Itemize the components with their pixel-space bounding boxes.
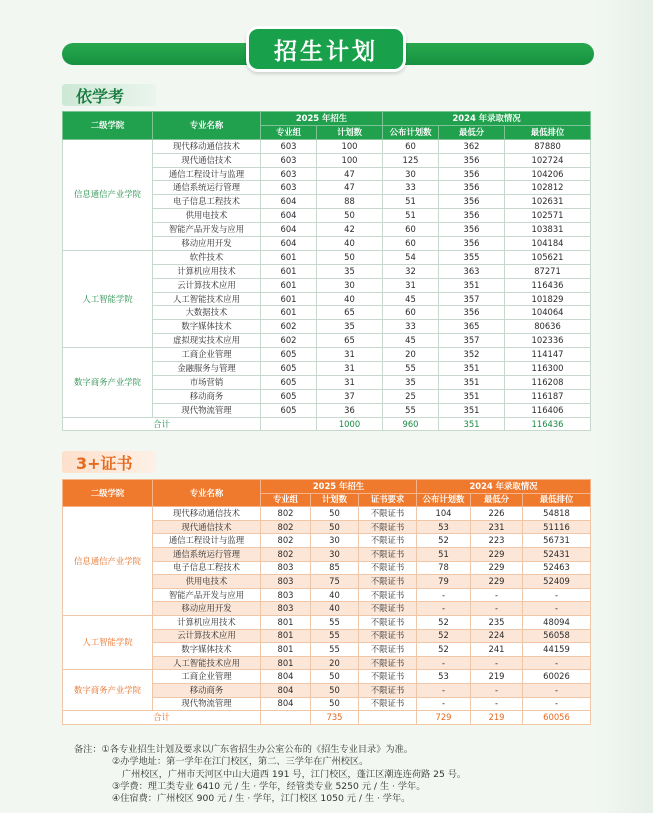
note-line: ③学费：理工类专业 6410 元 / 生 · 学年，经管类专业 5250 元 / 生 · 学年。 [112,780,426,792]
table-cell: 231 [471,520,523,534]
table-cell: 31 [317,348,383,362]
table-cell: 357 [439,292,505,306]
table-cell: 48094 [523,615,591,629]
table-cell: 241 [471,643,523,657]
major-name: 数字媒体技术 [153,643,261,657]
table-cell: 35 [317,320,383,334]
table-cell: 114147 [505,348,591,362]
total-cell: 合计 [63,711,261,725]
table-cell: 56058 [523,629,591,643]
section-label-certificate: 3+证书 [62,451,156,473]
table-cell: 50 [311,507,359,521]
total-cell: 219 [471,711,523,725]
table-cell: 604 [261,237,317,251]
total-cell: 735 [311,711,359,725]
total-row [63,417,591,431]
table-cell: 50 [311,670,359,684]
table-cell: 101829 [505,292,591,306]
header-min-score: 最低分 [471,493,523,507]
table-cell: 不限证书 [359,575,417,589]
table-cell: 363 [439,264,505,278]
table-cell: 104 [417,507,471,521]
table-cell: 804 [261,670,311,684]
table-cell: - [471,697,523,711]
table-cell: 356 [439,195,505,209]
header-min-rank: 最低排位 [505,125,591,139]
table-cell: 803 [261,561,311,575]
table-cell: 40 [317,237,383,251]
college-name: 人工智能学院 [63,615,153,669]
table-cell: 50 [317,250,383,264]
table-cell: 60 [383,237,439,251]
table-cell: - [523,656,591,670]
table-cell: 803 [261,588,311,602]
table-cell: 351 [439,362,505,376]
total-cell [261,711,311,725]
table-cell: 356 [439,167,505,181]
note-line: 广州校区，广州市天河区中山大道西 191 号，江门校区，蓬江区潮连连荷路 25 号。 [122,768,467,780]
table-cell: 75 [311,575,359,589]
table-cell: 102571 [505,209,591,223]
table-cell: 356 [439,153,505,167]
table-cell: 229 [471,547,523,561]
major-name: 云计算技术应用 [153,629,261,643]
table-cell: 52 [417,643,471,657]
major-name: 数字媒体技术 [153,320,261,334]
table-cell: 116187 [505,389,591,403]
table-cell: 103831 [505,223,591,237]
total-cell: 960 [383,417,439,431]
college-name: 人工智能学院 [63,250,153,347]
table-cell: 65 [317,334,383,348]
table-cell: 45 [383,292,439,306]
table-cell: 51 [383,209,439,223]
table-row [63,139,591,153]
header-2024: 2024 年录取情况 [417,480,591,494]
table-cell: 801 [261,643,311,657]
table-cell: 603 [261,167,317,181]
table-cell: - [523,602,591,616]
table-cell: 102812 [505,181,591,195]
header-min-rank: 最低排位 [523,493,591,507]
table-cell: 605 [261,348,317,362]
table-cell: 226 [471,507,523,521]
table-cell: 601 [261,292,317,306]
table-cell: 351 [439,278,505,292]
table-cell: 55 [311,643,359,657]
table-cell: 31 [383,278,439,292]
table-cell: 79 [417,575,471,589]
note-line: ②办学地址：第一学年在江门校区，第二、三学年在广州校区。 [112,756,369,768]
major-name: 通信工程设计与监理 [153,167,261,181]
header-2025: 2025 年招生 [261,112,383,126]
major-name: 大数据技术 [153,306,261,320]
table-cell: 30 [317,278,383,292]
table-cell: 44159 [523,643,591,657]
table-row [63,250,591,264]
table-cell: - [471,588,523,602]
table-cell: 601 [261,250,317,264]
table-cell: 104064 [505,306,591,320]
table-cell: 356 [439,181,505,195]
table-cell: 不限证书 [359,697,417,711]
major-name: 市场营销 [153,375,261,389]
table-cell: - [417,683,471,697]
header-major: 专业名称 [153,112,261,140]
table-cell: 116208 [505,375,591,389]
table-cell: 50 [311,520,359,534]
table-row [63,615,591,629]
table-cell: 25 [383,389,439,403]
table-cell: 102724 [505,153,591,167]
table-cell: 52431 [523,547,591,561]
table-cell: 42 [317,223,383,237]
table-cell: 53 [417,520,471,534]
table-cell: 60 [383,306,439,320]
major-name: 人工智能技术应用 [153,292,261,306]
table-cell: 104184 [505,237,591,251]
table-cell: 不限证书 [359,643,417,657]
table-cell: 50 [311,697,359,711]
table-cell: 54818 [523,507,591,521]
major-name: 虚拟现实技术应用 [153,334,261,348]
table-cell: 605 [261,375,317,389]
table-cell: 47 [317,181,383,195]
table-cell: 56731 [523,534,591,548]
table-cell: 605 [261,403,317,417]
major-name: 计算机应用技术 [153,615,261,629]
table-cell: 52409 [523,575,591,589]
table-cell: 54 [383,250,439,264]
table-cell: - [417,602,471,616]
table-cell: 602 [261,334,317,348]
table-cell: 219 [471,670,523,684]
college-name: 数字商务产业学院 [63,348,153,417]
table-cell: 125 [383,153,439,167]
table-cell: 356 [439,209,505,223]
table-cell: 601 [261,306,317,320]
table-cell: 55 [311,629,359,643]
major-name: 现代通信技术 [153,520,261,534]
total-cell: 合计 [63,417,261,431]
major-name: 移动商务 [153,389,261,403]
table-cell: 802 [261,534,311,548]
table-cell: 601 [261,264,317,278]
table-cell: 351 [439,375,505,389]
table-cell: 224 [471,629,523,643]
table-cell: 40 [311,588,359,602]
table-cell: 31 [317,362,383,376]
college-name: 数字商务产业学院 [63,670,153,711]
table-cell: 801 [261,615,311,629]
table-cell: 356 [439,237,505,251]
table-cell: 不限证书 [359,602,417,616]
table-cell: 100 [317,139,383,153]
table-cell: 51116 [523,520,591,534]
major-name: 现代物流管理 [153,697,261,711]
table-cell: 37 [317,389,383,403]
major-name: 电子信息工程技术 [153,561,261,575]
table-cell: 51 [383,195,439,209]
major-name: 智能产品开发与应用 [153,223,261,237]
header-published: 公布计划数 [417,493,471,507]
table-cell: 87880 [505,139,591,153]
table-cell: 45 [383,334,439,348]
table-cell: 355 [439,250,505,264]
table-cell: 52463 [523,561,591,575]
major-name: 通信系统运行管理 [153,181,261,195]
college-name: 信息通信产业学院 [63,139,153,250]
table-cell: 不限证书 [359,547,417,561]
total-cell [261,417,317,431]
note-line: ④住宿费：广州校区 900 元 / 生 · 学年，江门校区 1050 元 / 生 · 学年。 [112,793,411,805]
college-name: 信息通信产业学院 [63,507,153,616]
page-title: 招生计划 [246,26,406,72]
table-cell: 55 [311,615,359,629]
table-cell: 60026 [523,670,591,684]
major-name: 供用电技术 [153,209,261,223]
table-cell: 不限证书 [359,520,417,534]
table-cell: 351 [439,403,505,417]
table-cell: 601 [261,278,317,292]
header-group: 专业组 [261,493,311,507]
header-2024: 2024 年录取情况 [383,112,591,126]
table-cell: 52 [417,534,471,548]
table-cell: 804 [261,697,311,711]
header-college: 二级学院 [63,480,153,507]
table-cell: 不限证书 [359,534,417,548]
table-cell: 802 [261,520,311,534]
table-cell: 55 [383,362,439,376]
table-cell: - [417,697,471,711]
major-name: 供用电技术 [153,575,261,589]
table-cell: 52 [417,629,471,643]
table-cell: - [417,656,471,670]
table-cell: 100 [317,153,383,167]
table-cell: - [417,588,471,602]
table-cell: 40 [317,292,383,306]
table-cell: 80636 [505,320,591,334]
major-name: 现代移动通信技术 [153,139,261,153]
table-cell: 365 [439,320,505,334]
major-name: 工商企业管理 [153,348,261,362]
table-cell: 32 [383,264,439,278]
table-cell: - [523,588,591,602]
total-cell: 351 [439,417,505,431]
table-cell: 235 [471,615,523,629]
table-cell: 50 [317,209,383,223]
table-row [63,348,591,362]
table-cell: 不限证书 [359,561,417,575]
table-cell: 88 [317,195,383,209]
table-cell: 357 [439,334,505,348]
table-cell: 229 [471,561,523,575]
table-cell: 603 [261,153,317,167]
table-cell: 20 [311,656,359,670]
table-cell: 不限证书 [359,629,417,643]
notes [74,744,634,805]
table-cell: 不限证书 [359,507,417,521]
table-cell: 65 [317,306,383,320]
table-cell: 不限证书 [359,588,417,602]
major-name: 现代移动通信技术 [153,507,261,521]
header-published: 公布计划数 [383,125,439,139]
table-cell: 78 [417,561,471,575]
total-row [63,711,591,725]
enrollment-table-certificate [62,479,591,725]
table-cell: 352 [439,348,505,362]
major-name: 人工智能技术应用 [153,656,261,670]
major-name: 移动商务 [153,683,261,697]
note-line: 备注：①各专业招生计划及要求以广东省招生办公室公布的《招生专业目录》为准。 [74,744,413,755]
table-row [63,670,591,684]
enrollment-table-xuekao [62,111,591,431]
major-name: 现代物流管理 [153,403,261,417]
table-cell: 802 [261,547,311,561]
table-cell: 60 [383,223,439,237]
table-cell: 356 [439,223,505,237]
table-cell: 603 [261,139,317,153]
table-cell: 801 [261,629,311,643]
major-name: 移动应用开发 [153,237,261,251]
table-cell: - [471,656,523,670]
table-cell: 36 [317,403,383,417]
table-cell: 53 [417,670,471,684]
table-cell: 801 [261,656,311,670]
table-cell: 605 [261,362,317,376]
table-cell: 102336 [505,334,591,348]
header-plan: 计划数 [317,125,383,139]
major-name: 工商企业管理 [153,670,261,684]
table-cell: 33 [383,181,439,195]
table-cell: 不限证书 [359,656,417,670]
table-cell: - [523,683,591,697]
major-name: 云计算技术应用 [153,278,261,292]
table-cell: 104206 [505,167,591,181]
major-name: 智能产品开发与应用 [153,588,261,602]
header-min-score: 最低分 [439,125,505,139]
total-cell: 729 [417,711,471,725]
table-cell: - [471,602,523,616]
table-cell: 605 [261,389,317,403]
table-cell: 30 [383,167,439,181]
table-cell: 50 [311,683,359,697]
table-cell: 802 [261,507,311,521]
header-college: 二级学院 [63,112,153,140]
table-cell: 不限证书 [359,683,417,697]
table-cell: 35 [383,375,439,389]
table-cell: 604 [261,209,317,223]
table-cell: - [471,683,523,697]
table-cell: - [523,697,591,711]
major-name: 通信系统运行管理 [153,547,261,561]
total-cell [359,711,417,725]
table-cell: 52 [417,615,471,629]
major-name: 电子信息工程技术 [153,195,261,209]
table-cell: 87271 [505,264,591,278]
table-cell: 116436 [505,278,591,292]
table-cell: 85 [311,561,359,575]
table-cell: 356 [439,306,505,320]
table-cell: 55 [383,403,439,417]
major-name: 软件技术 [153,250,261,264]
table-cell: 116406 [505,403,591,417]
table-cell: 不限证书 [359,670,417,684]
table-cell: 604 [261,195,317,209]
table-cell: 116300 [505,362,591,376]
table-cell: 102631 [505,195,591,209]
table-cell: 229 [471,575,523,589]
major-name: 通信工程设计与监理 [153,534,261,548]
table-cell: 362 [439,139,505,153]
header-2025: 2025 年招生 [261,480,417,494]
table-cell: 804 [261,683,311,697]
major-name: 移动应用开发 [153,602,261,616]
table-cell: 60 [383,139,439,153]
table-cell: 40 [311,602,359,616]
table-cell: 47 [317,167,383,181]
table-cell: 603 [261,181,317,195]
table-cell: 不限证书 [359,615,417,629]
total-cell: 1000 [317,417,383,431]
table-cell: 803 [261,575,311,589]
table-cell: 30 [311,534,359,548]
major-name: 金融服务与管理 [153,362,261,376]
table-cell: 223 [471,534,523,548]
table-cell: 105621 [505,250,591,264]
table-cell: 604 [261,223,317,237]
header-cert: 证书要求 [359,493,417,507]
table-cell: 31 [317,375,383,389]
header-group: 专业组 [261,125,317,139]
table-cell: 33 [383,320,439,334]
table-cell: 30 [311,547,359,561]
total-cell: 60056 [523,711,591,725]
table-cell: 51 [417,547,471,561]
total-cell: 116436 [505,417,591,431]
table-cell: 20 [383,348,439,362]
table-row [63,507,591,521]
table-cell: 803 [261,602,311,616]
header-major: 专业名称 [153,480,261,507]
background-decoration [593,0,653,813]
table-cell: 35 [317,264,383,278]
header-plan: 计划数 [311,493,359,507]
table-cell: 602 [261,320,317,334]
major-name: 计算机应用技术 [153,264,261,278]
table-cell: 351 [439,389,505,403]
section-label-xuekao: 依学考 [62,84,156,106]
major-name: 现代通信技术 [153,153,261,167]
